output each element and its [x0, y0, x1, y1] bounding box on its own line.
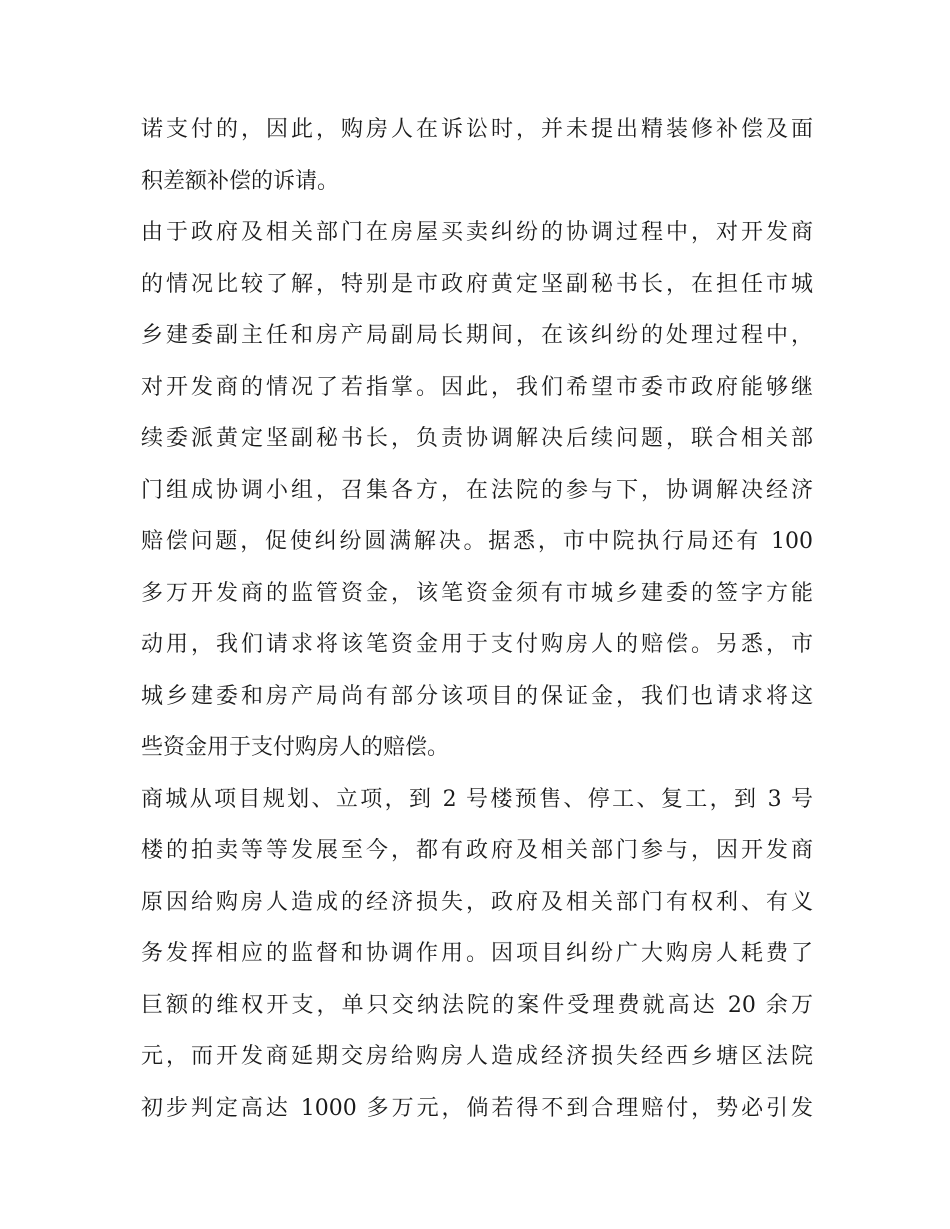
text-line: 务发挥相应的监督和协调作用。因项目纠纷广大购房人耗费了	[141, 941, 813, 966]
text-line: 楼的拍卖等等发展至今，都有政府及相关部门参与，因开发商	[141, 838, 813, 863]
text-line: 赔偿问题，促使纠纷圆满解决。据悉，市中院执行局还有 100	[141, 529, 813, 554]
text-line: 门组成协调小组，召集各方，在法院的参与下，协调解决经济	[141, 477, 813, 503]
text-line: 元，而开发商延期交房给购房人造成经济损失经西乡塘区法院	[141, 1044, 813, 1069]
text-line: 由于政府及相关部门在房屋买卖纠纷的协调过程中，对开发商	[141, 220, 813, 245]
text-line: 些资金用于支付购房人的赔偿。	[141, 735, 450, 760]
text-line: 续委派黄定坚副秘书长，负责协调解决后续问题，联合相关部	[141, 426, 813, 451]
text-line: 积差额补偿的诉请。	[141, 168, 340, 194]
body-text	[141, 104, 813, 1134]
text-line: 多万开发商的监管资金，该笔资金须有市城乡建委的签字方能	[141, 580, 813, 606]
text-line: 城乡建委和房产局尚有部分该项目的保证金，我们也请求将这	[141, 683, 813, 709]
text-line: 初步判定高达 1000 多万元，倘若得不到合理赔付，势必引发	[141, 1095, 813, 1121]
text-line: 乡建委副主任和房产局副局长期间，在该纠纷的处理过程中，	[141, 323, 813, 348]
text-line: 巨额的维权开支，单只交纳法院的案件受理费就高达 20 余万	[141, 992, 813, 1018]
text-line: 动用，我们请求将该笔资金用于支付购房人的赔偿。另悉，市	[141, 632, 813, 657]
text-line: 的情况比较了解，特别是市政府黄定坚副秘书长，在担任市城	[141, 271, 813, 297]
text-line: 原因给购房人造成的经济损失，政府及相关部门有权利、有义	[141, 889, 813, 915]
text-line: 诺支付的，因此，购房人在诉讼时，并未提出精装修补偿及面	[141, 117, 813, 142]
text-line: 对开发商的情况了若指掌。因此，我们希望市委市政府能够继	[141, 374, 813, 400]
text-line: 商城从项目规划、立项，到 2 号楼预售、停工、复工，到 3 号	[141, 786, 813, 812]
